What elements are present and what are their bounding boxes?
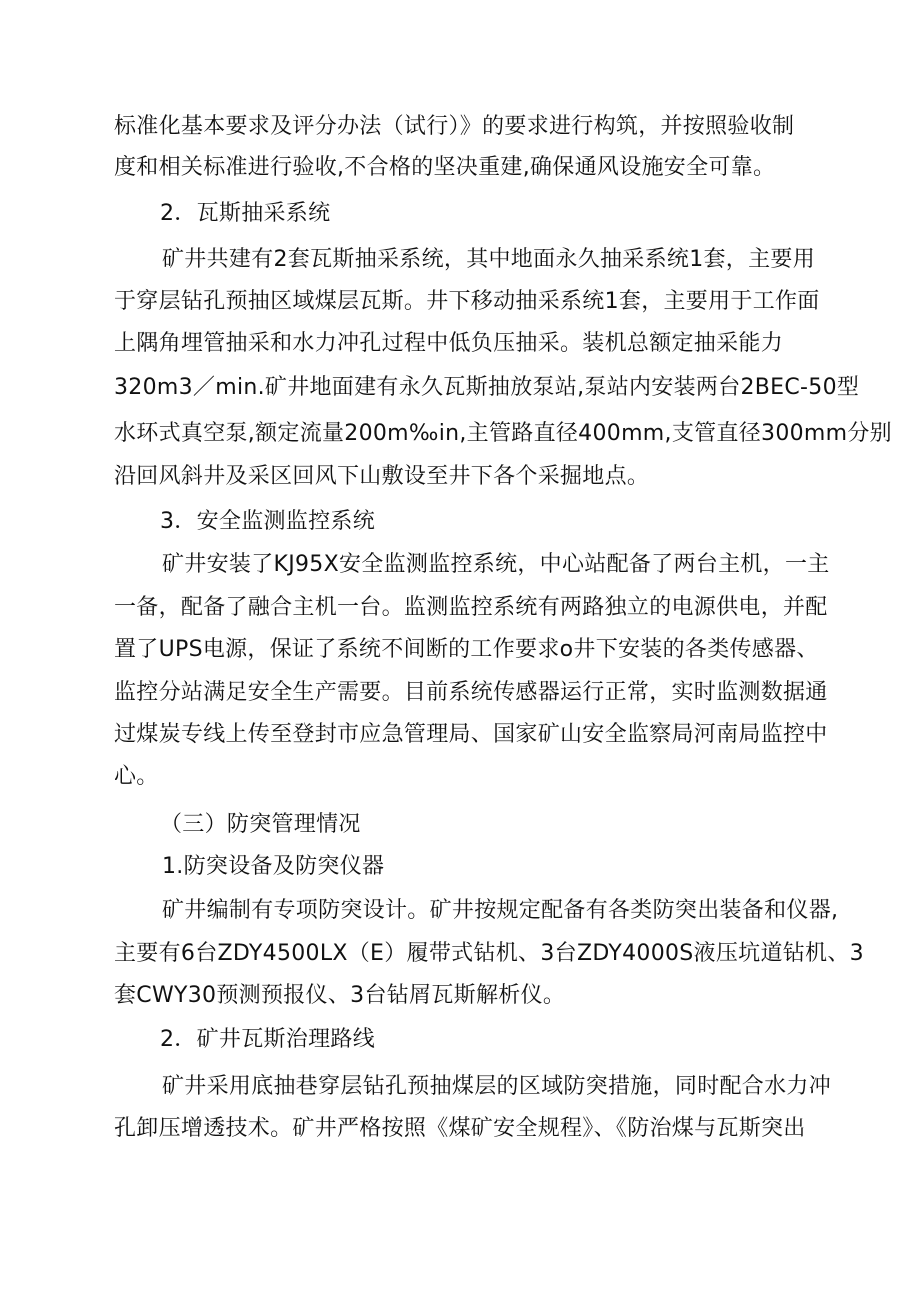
text-line-11: 矿井安装了KJ95X安全监测监控系统，中心站配备了两台主机，一主	[162, 552, 830, 577]
text-line-14: 监控分站满足安全生产需要。目前系统传感器运行正常，实时监测数据通	[114, 680, 828, 705]
text-line-19: 矿井编制有专项防突设计。矿井按规定配备有各类防突出装备和仪器,	[162, 898, 839, 923]
subsection-heading-gas-control-route: 2．矿井瓦斯治理路线	[160, 1027, 375, 1052]
text-line-7: 320m3／min.矿井地面建有永久瓦斯抽放泵站,泵站内安装两台2BEC-50型	[114, 375, 860, 400]
text-line-24: 孔卸压增透技术。矿井严格按照《煤矿安全规程》、《防治煤与瓦斯突出	[114, 1116, 806, 1141]
text-line-6: 上隅角埋管抽采和水力冲孔过程中低负压抽采。装机总额定抽采能力	[114, 331, 784, 356]
text-line-12: 一备，配备了融合主机一台。监测监控系统有两路独立的电源供电，并配	[114, 595, 828, 620]
text-line-4: 矿井共建有2套瓦斯抽采系统，其中地面永久抽采系统1套，主要用	[162, 247, 815, 272]
text-line-1: 标准化基本要求及评分办法（试行）》的要求进行构筑，并按照验收制	[114, 114, 795, 139]
text-line-15: 过煤炭专线上传至登封市应急管理局、国家矿山安全监察局河南局监控中	[114, 722, 828, 747]
section-heading-safety-monitoring: 3．安全监测监控系统	[160, 509, 375, 534]
text-line-8: 水环式真空泵,额定流量200m‰in,主管路直径400mm,支管直径300mm分别	[114, 421, 892, 446]
text-line-9: 沿回风斜井及采区回风下山敷设至井下各个采掘地点。	[114, 464, 650, 489]
text-line-21: 套CWY30预测预报仪、3台钻屑瓦斯解析仪。	[114, 983, 566, 1008]
section-heading-gas-extraction: 2．瓦斯抽采系统	[160, 201, 331, 226]
text-line-5: 于穿层钻孔预抽区域煤层瓦斯。井下移动抽采系统1套，主要用于工作面	[114, 289, 820, 314]
text-line-23: 矿井采用底抽巷穿层钻孔预抽煤层的区域防突措施，同时配合水力冲	[162, 1074, 832, 1099]
subsection-heading-outburst-equipment: 1.防突设备及防突仪器	[162, 854, 385, 879]
text-line-2: 度和相关标准进行验收,不合格的坚决重建,确保通风设施安全可靠。	[114, 155, 776, 180]
text-line-16: 心。	[114, 764, 159, 789]
section-heading-outburst-management: （三）防突管理情况	[160, 812, 361, 837]
text-line-20: 主要有6台ZDY4500LX（E）履带式钻机、3台ZDY4000S液压坑道钻机、3	[114, 941, 864, 966]
text-line-13: 置了UPS电源，保证了系统不间断的工作要求o井下安装的各类传感器、	[114, 637, 819, 662]
